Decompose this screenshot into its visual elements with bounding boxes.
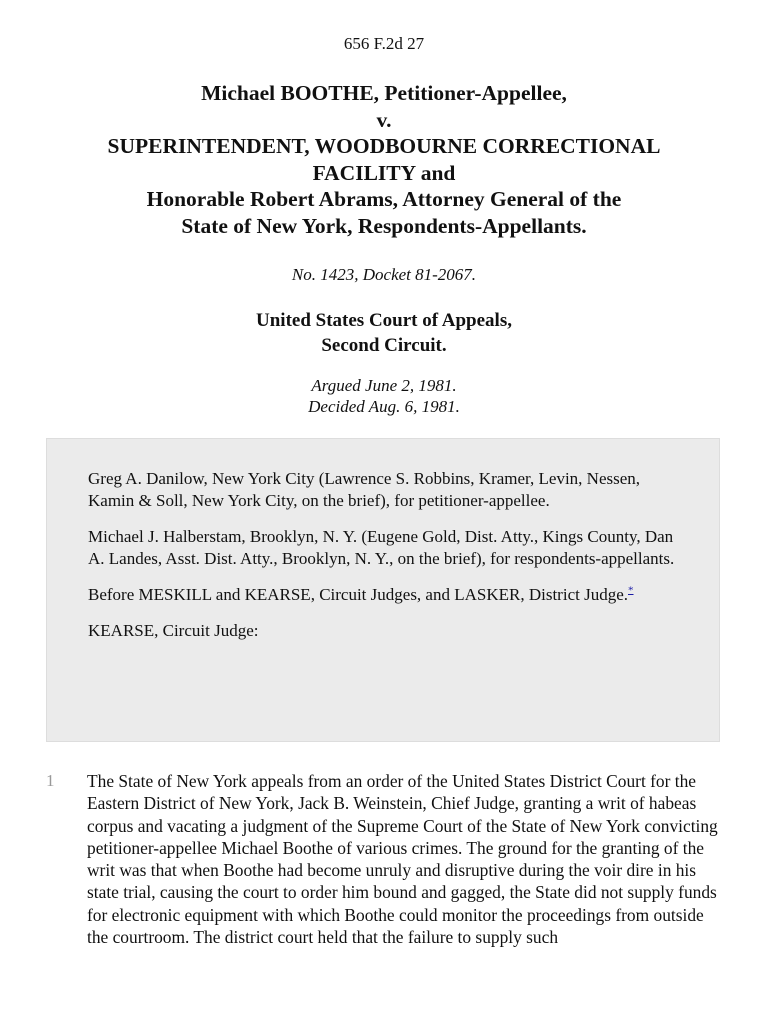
appellant-line-3: Honorable Robert Abrams, Attorney General of the [146,187,622,211]
counsel-panel [46,438,720,742]
respondent-counsel: Michael J. Halberstam, Brooklyn, N. Y. (Eugene Gold, Dist. Atty., Kings County, Dan A. Landes, Asst. Dist. Atty., Brooklyn, N. Y., on the brief), for respondents-appellants. [88,527,675,568]
petitioner-counsel: Greg A. Danilow, New York City (Lawrence S. Robbins, Kramer, Levin, Nessen, Kamin & Soll, New York City, on the brief), for petitioner-appellee. [88,469,641,510]
decided-date: Decided Aug. 6, 1981. [308,397,460,416]
opinion-author: KEARSE, Circuit Judge: [88,621,259,640]
case-caption [40,80,728,239]
appellant-line-1: SUPERINTENDENT, WOODBOURNE CORRECTIONAL [107,134,661,158]
paragraph-text: The State of New York appeals from an order of the United States District Court for the Eastern District of New York, Jack B. Weinstein, Chief Judge, granting a writ of habeas corpus and vacating a judgment of the Supreme Court of the State of New York convicting petitioner-appellee Michael Boothe of various crimes. The ground for the granting of the writ was that when Boothe had become unruly and disruptive during the voir dire in his state trial, causing the court to order him bound and gagged, the State did not supply funds for electronic equipment with which Boothe could monitor the proceedings from outside the courtroom. The district court held that the failure to supply such [87,771,718,948]
docket-number: No. 1423, Docket 81-2067. [291,265,477,284]
versus-line: v. [376,107,392,132]
court-name [0,308,768,358]
court-name-line-2: Second Circuit. [321,335,447,356]
appellant-line-2: FACILITY and [312,160,456,185]
appellant-line-4: State of New York, Respondents-Appellants. [181,213,587,238]
court-name-line-1: United States Court of Appeals, [256,310,512,331]
footnote-link[interactable]: * [628,584,634,597]
case-dates [0,375,768,417]
paragraph-number: 1 [46,771,55,790]
appellee-line: Michael BOOTHE, Petitioner-Appellee, [201,81,567,105]
judges-panel-text: Before MESKILL and KEARSE, Circuit Judges, and LASKER, District Judge. [88,585,628,604]
argued-date: Argued June 2, 1981. [311,376,457,395]
case-citation: 656 F.2d 27 [343,34,425,53]
judges-panel [88,584,688,606]
